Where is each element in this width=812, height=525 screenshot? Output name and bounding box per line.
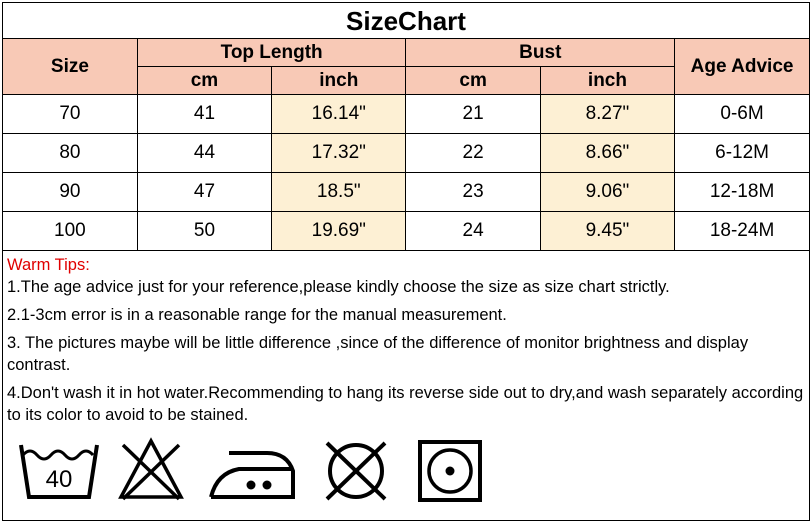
table-row xyxy=(3,212,809,251)
wash-temperature: 40 xyxy=(45,466,73,493)
tip-item: 3. The pictures maybe will be little difference ,since of the difference of monitor brightness and display contrast. xyxy=(7,334,749,374)
chart-title: SizeChart xyxy=(3,3,809,39)
tip-item: 2.1-3cm error is in a reasonable range for the manual measurement. xyxy=(7,306,507,324)
cell-bust-cm: 22 xyxy=(406,134,540,173)
cell-bust-cm: 24 xyxy=(406,212,540,251)
iron-medium-icon xyxy=(207,443,299,501)
cell-bust-inch: 9.06" xyxy=(540,173,674,212)
header-top-length-inch: inch xyxy=(272,67,406,95)
tip-item: 1.The age advice just for your reference,please kindly choose the size as size chart strictly. xyxy=(7,278,670,296)
size-chart xyxy=(2,2,810,521)
cell-size: 100 xyxy=(3,212,137,251)
header-bust: Bust xyxy=(406,39,675,67)
header-size: Size xyxy=(3,39,137,95)
do-not-tumble-dry-icon xyxy=(321,439,391,503)
cell-bust-cm: 21 xyxy=(406,95,540,134)
table-row xyxy=(3,134,809,173)
cell-top-length-inch: 19.69" xyxy=(272,212,406,251)
header-bust-inch: inch xyxy=(540,67,674,95)
cell-bust-cm: 23 xyxy=(406,173,540,212)
cell-top-length-inch: 17.32" xyxy=(272,134,406,173)
table-row xyxy=(3,173,809,212)
header-age-advice: Age Advice xyxy=(675,39,809,95)
cell-size: 70 xyxy=(3,95,137,134)
header-top-length-cm: cm xyxy=(137,67,271,95)
cell-size: 90 xyxy=(3,173,137,212)
wash-40-icon xyxy=(17,439,101,501)
cell-top-length-cm: 50 xyxy=(137,212,271,251)
cell-age-advice: 6-12M xyxy=(675,134,809,173)
cell-age-advice: 18-24M xyxy=(675,212,809,251)
cell-top-length-cm: 44 xyxy=(137,134,271,173)
cell-top-length-cm: 41 xyxy=(137,95,271,134)
header-bust-cm: cm xyxy=(406,67,540,95)
cell-bust-inch: 8.66" xyxy=(540,134,674,173)
cell-top-length-inch: 16.14" xyxy=(272,95,406,134)
cell-top-length-inch: 18.5" xyxy=(272,173,406,212)
size-table xyxy=(3,39,809,251)
cell-bust-inch: 8.27" xyxy=(540,95,674,134)
warm-tips xyxy=(3,251,809,426)
care-icons xyxy=(3,435,809,505)
cell-age-advice: 0-6M xyxy=(675,95,809,134)
cell-bust-inch: 9.45" xyxy=(540,212,674,251)
cell-top-length-cm: 47 xyxy=(137,173,271,212)
do-not-bleach-icon xyxy=(117,437,185,501)
tumble-dry-icon xyxy=(417,439,483,503)
tips-heading: Warm Tips: xyxy=(7,256,90,274)
tip-item: 4.Don't wash it in hot water.Recommending to hang its reverse side out to dry,and wash separately according to its color to avoid to be stained. xyxy=(7,384,804,424)
header-top-length: Top Length xyxy=(137,39,406,67)
cell-age-advice: 12-18M xyxy=(675,173,809,212)
table-row xyxy=(3,95,809,134)
cell-size: 80 xyxy=(3,134,137,173)
